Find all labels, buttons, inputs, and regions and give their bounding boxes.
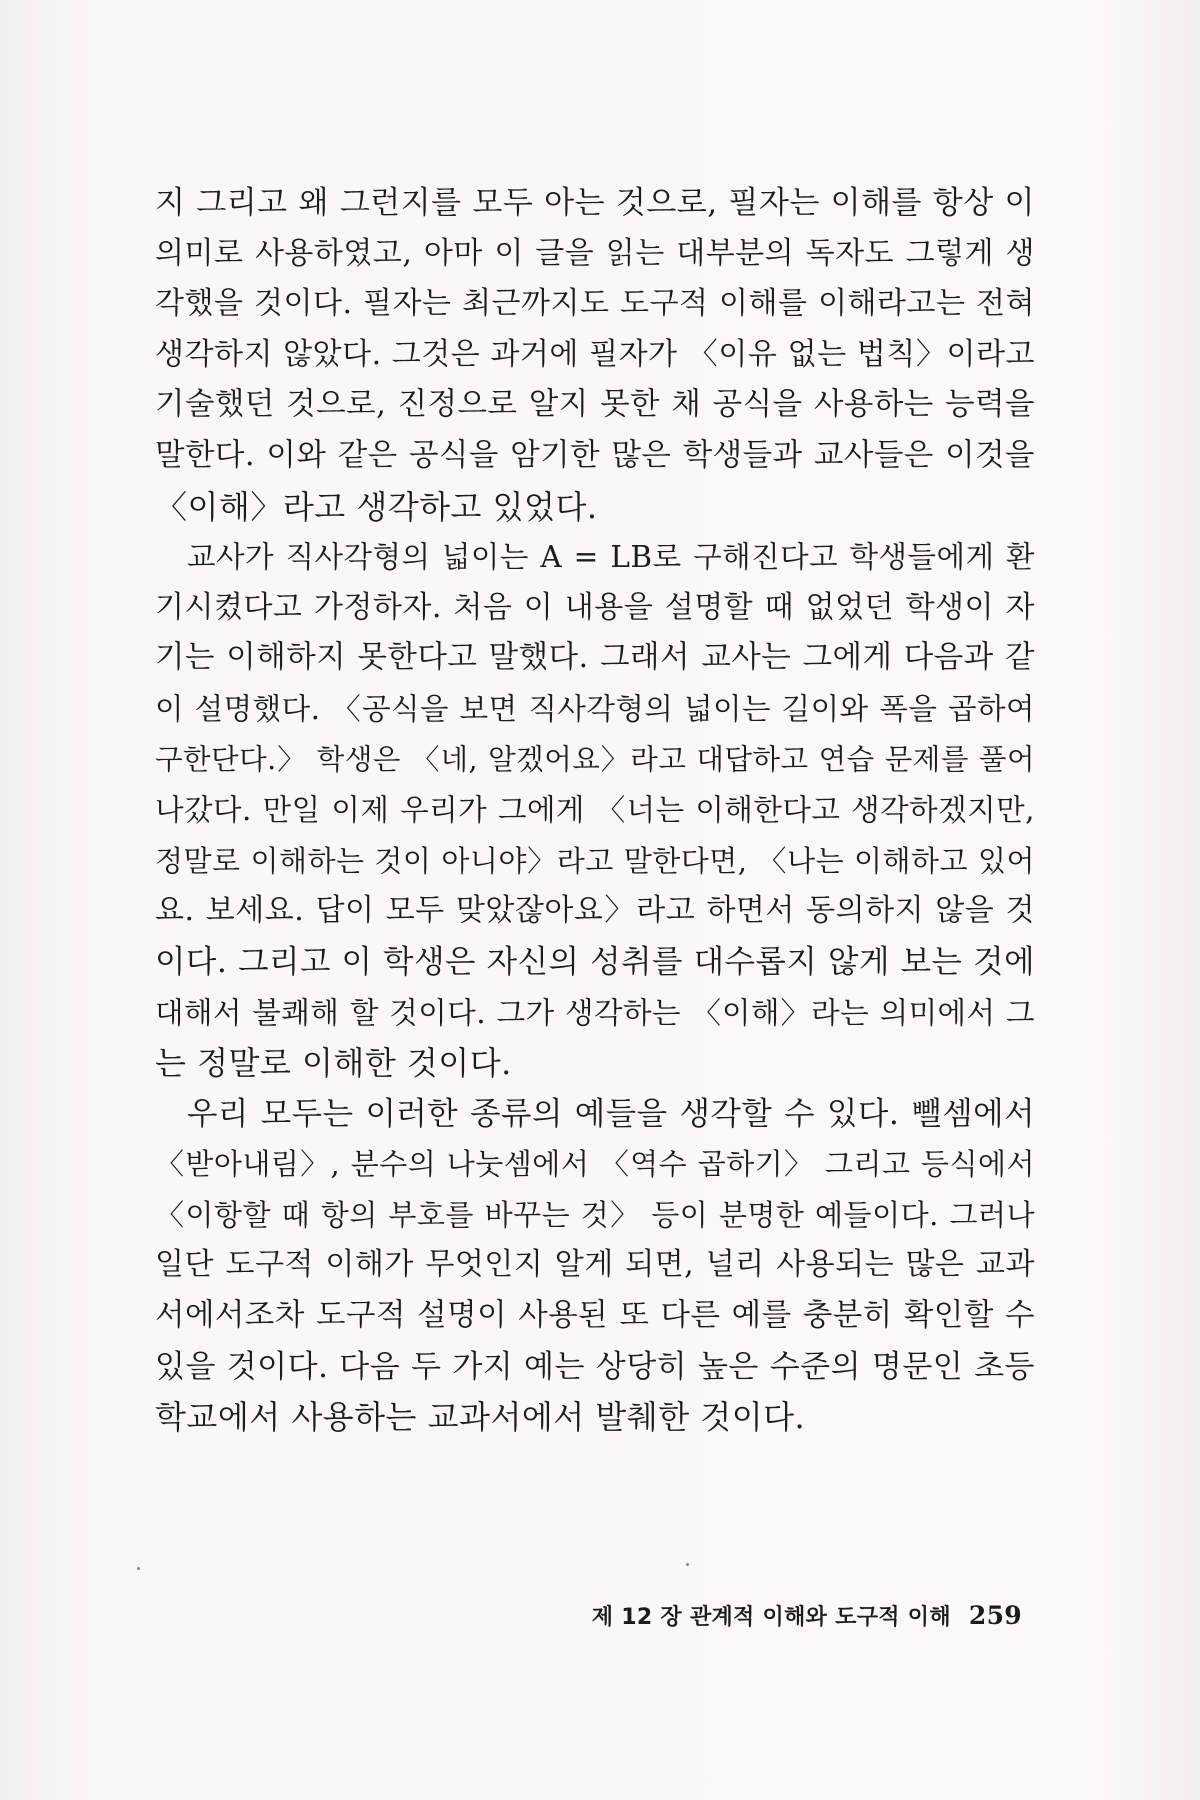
paragraph bbox=[155, 1089, 1035, 1443]
text-line: 〈이해〉라고 생각하고 있었다. bbox=[155, 487, 598, 526]
text-line: 대해서 불쾌해 할 것이다. 그가 생각하는 〈이해〉라는 의미에서 그 bbox=[155, 995, 1035, 1030]
text-line: 〈받아내림〉, 분수의 나눗셈에서 〈역수 곱하기〉 그리고 등식에서 bbox=[155, 1147, 1035, 1182]
text-line: 정말로 이해하는 것이 아니야〉라고 말한다면, 〈나는 이해하고 있어 bbox=[155, 843, 1035, 878]
text-line: 일단 도구적 이해가 무엇인지 알게 되면, 널리 사용되는 많은 교과 bbox=[155, 1247, 1035, 1283]
text-line: 생각하지 않았다. 그것은 과거에 필자가 〈이유 없는 법칙〉이라고 bbox=[155, 336, 1035, 372]
text-line: 의미로 사용하였고, 아마 이 글을 읽는 대부분의 독자도 그렇게 생 bbox=[155, 235, 1035, 271]
running-title: 제 12 장 관계적 이해와 도구적 이해 bbox=[591, 1605, 951, 1630]
text-line: 지 그리고 왜 그런지를 모두 아는 것으로, 필자는 이해를 항상 이 bbox=[155, 185, 1035, 221]
scan-speck bbox=[137, 1567, 140, 1570]
text-line: 있을 것이다. 다음 두 가지 예는 상당히 높은 수준의 명문인 초등 bbox=[155, 1348, 1035, 1385]
paragraph bbox=[155, 178, 1035, 532]
text-line: 기는 이해하지 못한다고 말했다. 그래서 교사는 그에게 다음과 같 bbox=[155, 640, 1035, 676]
text-line: 각했을 것이다. 필자는 최근까지도 도구적 이해를 이해라고는 전혀 bbox=[155, 286, 1035, 322]
text-line: 요. 보세요. 답이 모두 맞았잖아요〉라고 하면서 동의하지 않을 것 bbox=[155, 893, 1035, 929]
paragraph bbox=[155, 532, 1035, 1089]
page-footer bbox=[592, 1600, 1022, 1631]
text-line: 나갔다. 만일 이제 우리가 그에게 〈너는 이해한다고 생각하겠지만, bbox=[155, 793, 1035, 828]
text-line: 이 설명했다. 〈공식을 보면 직사각형의 넓이는 길이와 폭을 곱하여 bbox=[155, 691, 1035, 726]
body-text bbox=[155, 178, 1035, 1443]
text-line: 기술했던 것으로, 진정으로 알지 못한 채 공식을 사용하는 능력을 bbox=[155, 387, 1035, 423]
text-line: 이다. 그리고 이 학생은 자신의 성취를 대수롭지 않게 보는 것에 bbox=[155, 943, 1035, 980]
text-line: 는 정말로 이해한 것이다. bbox=[155, 1044, 512, 1083]
text-line: 말한다. 이와 같은 공식을 암기한 많은 학생들과 교사들은 이것을 bbox=[155, 437, 1035, 473]
text-line: 교사가 직사각형의 넓이는 A = LB로 구해진다고 학생들에게 환 bbox=[187, 540, 1035, 575]
scan-speck bbox=[686, 1563, 689, 1566]
text-line: 〈이항할 때 항의 부호를 바꾸는 것〉 등이 분명한 예들이다. 그러나 bbox=[155, 1197, 1035, 1232]
text-line: 구한단다.〉 학생은 〈네, 알겠어요〉라고 대답하고 연습 문제를 풀어 bbox=[155, 742, 1035, 776]
text-line: 서에서조차 도구적 설명이 사용된 또 다른 예를 충분히 확인할 수 bbox=[155, 1298, 1035, 1334]
page-number: 259 bbox=[968, 1601, 1022, 1630]
text-line: 학교에서 사용하는 교과서에서 발췌한 것이다. bbox=[155, 1398, 806, 1437]
text-line: 우리 모두는 이러한 종류의 예들을 생각할 수 있다. 뺄셈에서 bbox=[187, 1095, 1035, 1132]
text-line: 기시켰다고 가정하자. 처음 이 내용을 설명할 때 없었던 학생이 자 bbox=[155, 589, 1035, 625]
